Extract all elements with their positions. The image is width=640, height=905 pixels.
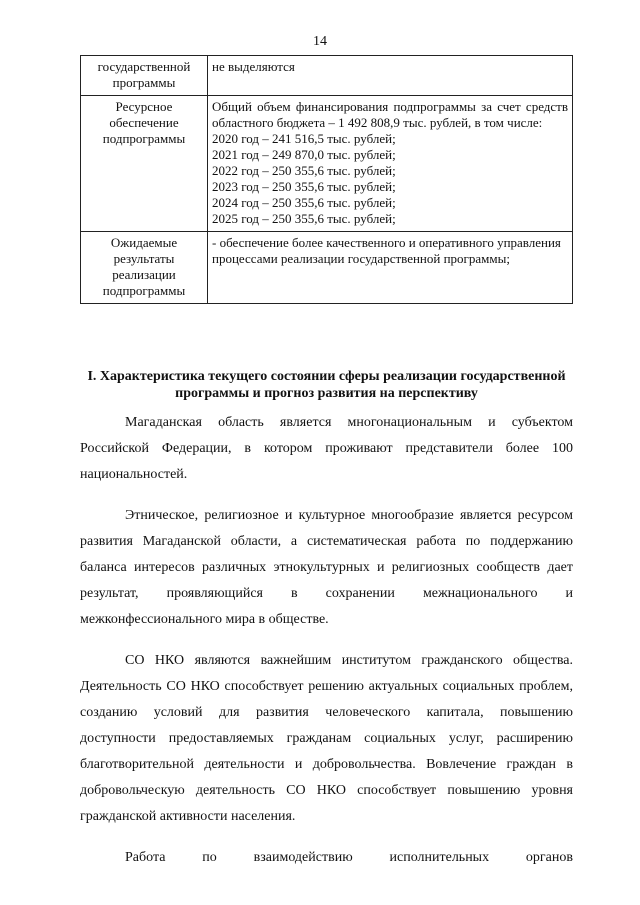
row-label: Ожидаемые результаты реализации подпрограммы [81, 232, 208, 304]
funding-year-line: 2023 год – 250 355,6 тыс. рублей; [212, 179, 396, 194]
table-row [81, 96, 573, 232]
funding-year-line: 2022 год – 250 355,6 тыс. рублей; [212, 163, 396, 178]
program-passport-table [80, 55, 573, 304]
row-value [208, 96, 573, 232]
section-body [80, 410, 573, 871]
row-value: - обеспечение более качественного и оперативного управления процессами реализации государственной программы; [208, 232, 573, 304]
value-line: не выделяются [212, 59, 295, 74]
paragraph: Работа по взаимодействию исполнительных органов [125, 850, 573, 865]
funding-year-line: 2021 год – 249 870,0 тыс. рублей; [212, 147, 396, 162]
paragraph: Этническое, религиозное и культурное многообразие является ресурсом развития Магаданской области, а систематическая работа по поддержанию баланса интересов различных этнокультурных и религиозных сообществ дает результат, проявляющийся в сохранении межнационального и межконфессионального мира в обществе. [80, 508, 573, 627]
row-label: государственной программы [81, 56, 208, 96]
paragraph: СО НКО являются важнейшим институтом гражданского общества. Деятельность СО НКО способствует решению актуальных социальных проблем, созданию условий для развития человеческого капитала, повышению доступности предоставляемых гражданам социальных услуг, расширению благотворительной деятельности и добровольчества. Вовлечение граждан в добровольческую деятельность СО НКО способствует повышению уровня гражданской активности населения. [80, 653, 573, 824]
funding-intro: Общий объем финансирования подпрограммы за счет средств областного бюджета – 1 492 808,9 тыс. рублей, в том числе: [212, 99, 568, 130]
section-heading: I. Характеристика текущего состоянии сферы реализации государственной программы и прогноз развития на перспективу [87, 369, 566, 401]
funding-year-line: 2024 год – 250 355,6 тыс. рублей; [212, 195, 396, 210]
table-row [81, 56, 573, 96]
row-value [208, 56, 573, 96]
funding-year-line: 2020 год – 241 516,5 тыс. рублей; [212, 131, 396, 146]
row-label: Ресурсное обеспечение подпрограммы [81, 96, 208, 232]
paragraph: Магаданская область является многонациональным и субъектом Российской Федерации, в котором проживают представители более 100 национальностей. [80, 415, 573, 482]
funding-year-line: 2025 год – 250 355,6 тыс. рублей; [212, 211, 396, 226]
page-number: 14 [313, 34, 327, 49]
table-row [81, 232, 573, 304]
